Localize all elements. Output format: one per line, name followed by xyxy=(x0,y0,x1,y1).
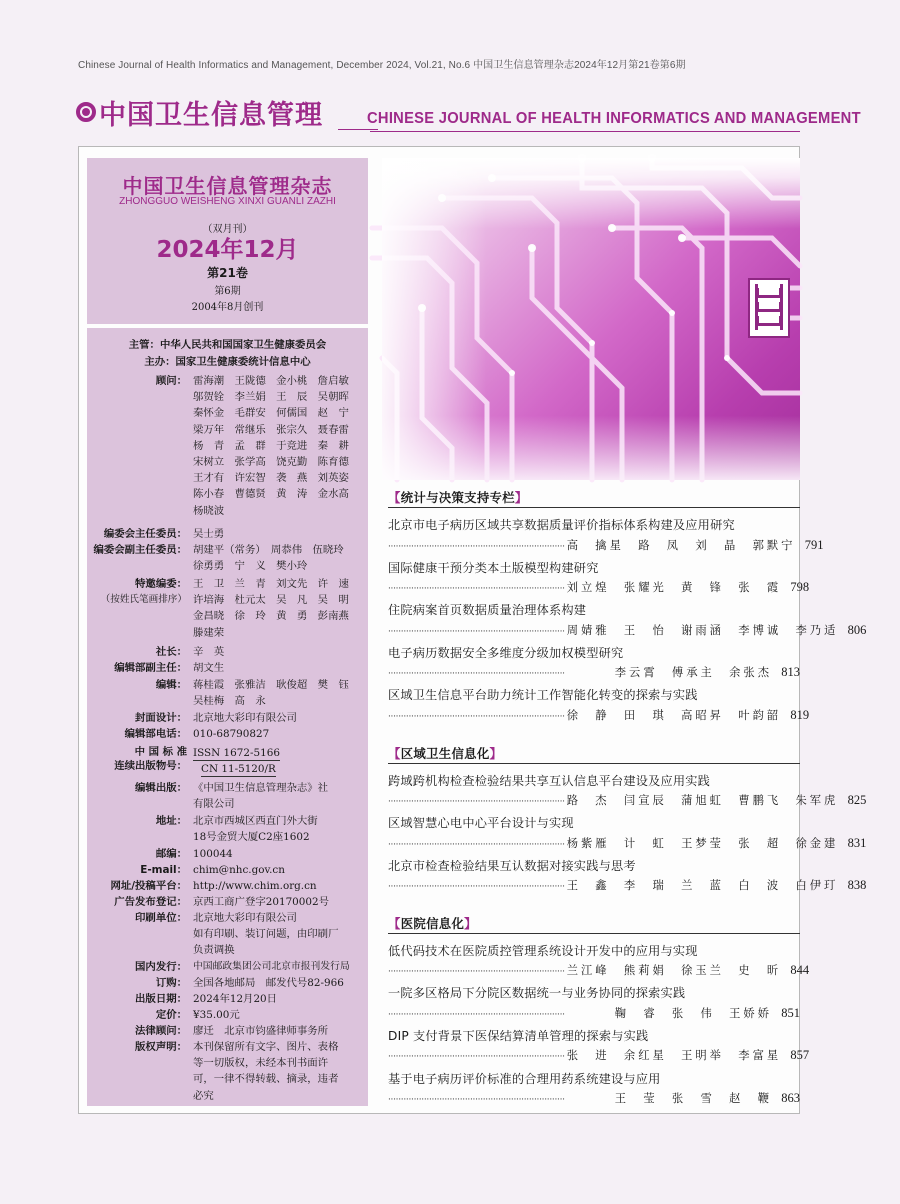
publisher-line: 有限公司 xyxy=(193,798,235,811)
director-label: 社长： xyxy=(155,646,187,658)
article-byline xyxy=(388,793,867,808)
invited-line: 许培海 杜元太 吴 凡 吴 明 xyxy=(193,594,349,607)
copyright-line: 等一切版权，未经本刊书面许 xyxy=(193,1057,329,1070)
advisor-line: 雷海潮 王陇德 金小桃 詹启敏 xyxy=(193,375,349,387)
advisor-line: 邬贺铨 李兰娟 王 辰 吴朝晖 xyxy=(193,391,349,404)
serial-values xyxy=(187,745,365,777)
advisor-line: 杨晓波 xyxy=(193,504,225,517)
journal-logo-icon xyxy=(76,102,96,122)
cover-row xyxy=(87,710,368,726)
leader-dots: ····································································· xyxy=(388,1095,565,1105)
cover-label: 封面设计： xyxy=(135,712,187,724)
article-title[interactable]: 区域卫生信息平台助力统计工作智能化转变的探索与实践 xyxy=(388,688,698,702)
hero-side-fade xyxy=(382,158,800,480)
legal-value: 廖迁 北京市钧盛律师事务所 xyxy=(193,1025,329,1037)
advisor-line: 梁万年 常继乐 张宗久 聂春雷 xyxy=(193,423,349,436)
publisher-value xyxy=(187,780,365,812)
bracket-open-glyph: 【 xyxy=(388,490,401,505)
invited-row xyxy=(87,576,368,641)
chief-label: 编委会主任委员： xyxy=(103,528,187,540)
masthead-date: 2024年12月 xyxy=(156,237,299,263)
section-title: 医院信息化 xyxy=(400,916,465,931)
bracket-close-glyph: 】 xyxy=(464,916,477,931)
bracket-open-glyph: 【 xyxy=(388,916,401,931)
leader-dots: ····································································· xyxy=(388,882,565,892)
article-page[interactable]: 838 xyxy=(847,878,867,892)
colophon-organizer: 主办：国家卫生健康委统计信息中心 xyxy=(144,356,311,368)
invited-note: （按姓氏笔画排序） xyxy=(100,594,187,606)
copyright-line: 必究 xyxy=(193,1089,214,1102)
order-label: 订购： xyxy=(155,977,187,989)
price-value: ¥35.00元 xyxy=(193,1009,240,1021)
email-value: chim@nhc.gov.cn xyxy=(193,864,285,876)
zip-value: 100044 xyxy=(193,848,233,860)
publisher-line: 《中国卫生信息管理杂志》社 xyxy=(193,782,329,794)
address-line: 北京市西城区西直门外大街 xyxy=(193,815,318,827)
chief-name: 吴士勇 xyxy=(193,528,225,540)
section-title: 统计与决策支持专栏 xyxy=(400,490,515,505)
leader-dots: ····································································· xyxy=(388,967,565,977)
vice-line: 胡建平（常务） 周恭伟 伍晓玲 xyxy=(193,544,344,556)
web-row xyxy=(87,878,368,894)
article-authors: 鞠 睿 张 伟 王娇娇 xyxy=(614,1007,772,1020)
address-row xyxy=(87,813,368,845)
deputy-row xyxy=(87,660,368,676)
print-row xyxy=(87,910,368,959)
article-authors: 王 莹 张 雪 赵 鞭 xyxy=(614,1092,772,1105)
toc-section-heading xyxy=(388,744,800,764)
article-byline xyxy=(388,1048,810,1063)
legal-label: 法律顾问： xyxy=(135,1025,187,1037)
publisher-row xyxy=(87,780,368,812)
masthead-issue: 第6期 xyxy=(214,286,241,297)
masthead-panel xyxy=(87,158,368,324)
leader-dots: ····································································· xyxy=(388,797,565,807)
invited-list xyxy=(187,576,365,641)
phone-row xyxy=(87,726,368,742)
address-line: 18号金贸大厦C2座1602 xyxy=(193,831,310,844)
article-page[interactable]: 806 xyxy=(847,623,867,637)
article-byline xyxy=(388,963,810,978)
article-title[interactable]: 国际健康干预分类本土版模型构建研究 xyxy=(388,561,599,575)
article-authors: 高 擒星 路 凤 刘 晶 郭默宁 xyxy=(566,539,796,552)
vice-list xyxy=(187,542,365,574)
article-title[interactable]: 一院多区格局下分院区数据统一与业务协同的探索实践 xyxy=(388,986,686,1000)
vice-line: 徐勇勇 宁 义 樊小玲 xyxy=(193,560,308,573)
pubdate-value: 2024年12月20日 xyxy=(193,993,278,1005)
article-title[interactable]: 基于电子病历评价标准的合理用药系统建设与应用 xyxy=(388,1072,661,1086)
address-label: 地址： xyxy=(155,815,187,827)
contents-icon xyxy=(748,278,790,338)
email-row xyxy=(87,862,368,878)
print-line: 北京地大彩印有限公司 xyxy=(193,912,297,924)
masthead-title: 中国卫生信息管理杂志 xyxy=(122,174,333,198)
leader-dots: ····································································· xyxy=(388,669,565,679)
invited-line: 金昌晓 徐 玲 黄 勇 彭南燕 xyxy=(193,610,349,623)
toc-section-heading xyxy=(388,914,800,934)
print-label: 印刷单位： xyxy=(135,912,187,924)
publisher-label: 编辑出版： xyxy=(135,782,187,794)
deputy-name: 胡文生 xyxy=(193,662,225,674)
serial-label-line1: 中 国 标 准 xyxy=(134,746,187,758)
advisors-label: 顾问： xyxy=(155,375,187,387)
serial-row xyxy=(87,745,368,777)
article-byline xyxy=(388,580,810,595)
masthead-volume: 第21卷 xyxy=(207,266,248,280)
advisor-line: 秦怀金 毛群安 何儒国 赵 宁 xyxy=(193,407,349,420)
journal-brand xyxy=(76,94,323,130)
director-row xyxy=(87,644,368,660)
director-name: 辛 英 xyxy=(193,646,225,658)
print-line: 负责调换 xyxy=(193,944,235,957)
leader-dots: ····································································· xyxy=(388,627,565,637)
colophon-sponsor: 主管：中华人民共和国国家卫生健康委员会 xyxy=(128,339,327,351)
article-authors: 王 鑫 李 瑞 兰 蓝 白 波 白伊玎 xyxy=(566,879,839,892)
serial-label-line2: 连续出版物号： xyxy=(114,760,187,772)
ad-label: 广告发布登记： xyxy=(114,896,187,908)
article-page[interactable]: 791 xyxy=(804,538,824,552)
pubdate-row xyxy=(87,991,368,1007)
ad-row xyxy=(87,894,368,910)
colophon-panel xyxy=(87,328,368,1106)
masthead-founded: 2004年8月创刊 xyxy=(191,302,264,313)
dist-value: 中国邮政集团公司北京市报刊发行局 xyxy=(193,961,350,972)
deputy-label: 编辑部副主任： xyxy=(114,662,187,674)
chief-row xyxy=(87,526,368,542)
advisor-line: 杨 青 孟 群 于竞进 秦 耕 xyxy=(193,439,349,452)
print-line: 如有印刷、装订问题，由印刷厂 xyxy=(193,928,339,941)
masthead-pinyin: ZHONGGUO WEISHENG XINXI GUANLI ZAZHI xyxy=(119,196,336,207)
vice-row xyxy=(87,542,368,574)
article-authors: 李云霄 傅承主 余张杰 xyxy=(614,666,772,679)
legal-row xyxy=(87,1023,368,1039)
editors-row xyxy=(87,677,368,709)
article-title[interactable]: 电子病历数据安全多维度分级加权模型研究 xyxy=(388,646,624,660)
copyright-value xyxy=(187,1039,365,1104)
copyright-line: 本刊保留所有文字、图片、表格 xyxy=(193,1041,339,1053)
article-authors: 刘立煌 张耀光 黄 锋 张 霞 xyxy=(566,581,782,594)
article-page[interactable]: 857 xyxy=(790,1048,810,1062)
invited-line: 滕建荣 xyxy=(193,626,225,639)
leader-dots: ····································································· xyxy=(388,712,565,722)
advisors-list xyxy=(187,373,365,519)
article-page[interactable]: 863 xyxy=(781,1091,800,1105)
email-label: E-mail： xyxy=(140,864,187,876)
invited-label-block xyxy=(87,576,187,641)
masthead-frequency: （双月刊） xyxy=(202,224,253,235)
article-byline xyxy=(388,878,867,893)
leader-dots: ····································································· xyxy=(388,542,565,552)
circuit-board-illustration xyxy=(382,158,800,480)
article-title[interactable]: 跨域跨机构检查检验结果共享互认信息平台建设及应用实践 xyxy=(388,774,711,788)
price-label: 定价： xyxy=(155,1009,187,1021)
advisor-line: 宋树立 张学高 饶克勤 陈育德 xyxy=(193,456,349,469)
leader-dots: ····································································· xyxy=(388,1052,565,1062)
copyright-label: 版权声明： xyxy=(135,1041,187,1053)
dist-row xyxy=(87,959,368,975)
editors-list xyxy=(187,677,365,709)
article-byline xyxy=(388,665,800,680)
toc-section-heading xyxy=(388,488,800,508)
leader-dots: ····································································· xyxy=(388,1010,565,1020)
dist-label: 国内发行： xyxy=(135,961,187,973)
article-byline xyxy=(388,1091,800,1106)
article-page[interactable]: 798 xyxy=(790,580,810,594)
article-page[interactable]: 851 xyxy=(781,1006,800,1020)
copyright-row xyxy=(87,1039,368,1104)
phone-label: 编辑部电话： xyxy=(124,728,187,740)
advisors-row xyxy=(87,373,368,519)
order-value: 全国各地邮局 邮发代号82-966 xyxy=(193,977,344,989)
running-header: Chinese Journal of Health Informatics and Management, December 2024, Vol.21, No.6 中国卫生信息管理杂志2024年12月第21卷第6期 xyxy=(78,60,686,71)
article-title[interactable]: 区域智慧心电中心平台设计与实现 xyxy=(388,816,574,830)
advisor-line: 王才有 许宏智 袭 燕 刘英姿 xyxy=(193,472,349,485)
advisor-line: 陈小春 曹德贤 黄 涛 金水高 xyxy=(193,488,349,501)
article-byline xyxy=(388,836,867,851)
phone-value: 010-68790827 xyxy=(193,728,270,740)
address-value xyxy=(187,813,365,845)
pubdate-label: 出版日期： xyxy=(135,993,187,1005)
article-page[interactable]: 813 xyxy=(781,665,800,679)
article-page[interactable]: 831 xyxy=(847,836,867,850)
serial-label-block xyxy=(87,745,187,777)
section-title: 区域卫生信息化 xyxy=(400,746,490,761)
editor-line: 吴桂梅 高 永 xyxy=(193,695,266,708)
editor-line: 蒋桂霞 张雅洁 耿俊超 樊 钰 xyxy=(193,679,349,691)
article-authors: 周婧雅 王 怡 谢雨涵 李博诚 李乃适 xyxy=(566,624,839,637)
article-title[interactable]: 低代码技术在医院质控管理系统设计开发中的应用与实现 xyxy=(388,944,698,958)
copyright-line: 可，一律不得转载、摘录，违者 xyxy=(193,1073,339,1086)
article-title[interactable]: 北京市电子病历区域共享数据质量评价指标体系构建及应用研究 xyxy=(388,518,735,532)
article-authors: 张 进 余红星 王明举 李富星 xyxy=(566,1049,782,1062)
zip-row xyxy=(87,846,368,862)
article-byline xyxy=(388,708,810,723)
article-authors: 兰江峰 熊莉娟 徐玉兰 史 昕 xyxy=(566,964,782,977)
print-value xyxy=(187,910,365,959)
bracket-close-glyph: 】 xyxy=(514,490,528,505)
header-rule xyxy=(370,131,800,132)
leader-dots: ····································································· xyxy=(388,840,565,850)
leader-dots: ····································································· xyxy=(388,584,565,594)
web-value: http://www.chim.org.cn xyxy=(193,880,317,892)
bracket-open-glyph: 【 xyxy=(388,746,401,761)
article-byline xyxy=(388,1006,800,1021)
article-title[interactable]: DIP 支付背景下医保结算清单管理的探索与实践 xyxy=(388,1029,649,1043)
article-byline xyxy=(388,623,867,638)
editors-label: 编辑： xyxy=(155,679,187,691)
web-label: 网址/投稿平台： xyxy=(110,880,187,892)
article-page[interactable]: 844 xyxy=(790,963,810,977)
brand-title-cn: 中国卫生信息管理 xyxy=(99,99,323,131)
article-authors: 徐 静 田 琪 高昭昇 叶韵韶 xyxy=(566,709,782,722)
brand-title-en: CHINESE JOURNAL OF HEALTH INFORMATICS AND MANAGEMENT xyxy=(367,110,861,127)
article-authors: 路 杰 闫宣辰 蒲旭虹 曹鹏飞 朱军虎 xyxy=(566,794,839,807)
invited-label: 特邀编委： xyxy=(135,578,187,590)
article-page[interactable]: 825 xyxy=(847,793,867,807)
vice-label: 编委会副主任委员： xyxy=(93,544,187,556)
cover-value: 北京地大彩印有限公司 xyxy=(193,712,297,724)
bracket-close-glyph: 】 xyxy=(489,746,503,761)
article-page[interactable]: 819 xyxy=(790,708,810,722)
price-row xyxy=(87,1007,368,1023)
order-row xyxy=(87,975,368,991)
zip-label: 邮编： xyxy=(155,848,187,860)
article-title[interactable]: 住院病案首页数据质量治理体系构建 xyxy=(388,603,587,617)
ad-value: 京西工商广登字20170002号 xyxy=(193,896,330,908)
issn-value: ISSN 1672-5166 xyxy=(193,747,280,759)
article-authors: 杨紫雁 计 虹 王梦莹 张 超 徐金建 xyxy=(566,837,839,850)
article-title[interactable]: 北京市检查检验结果互认数据对接实践与思考 xyxy=(388,859,636,873)
article-byline xyxy=(388,538,824,553)
invited-line: 王 卫 兰 青 刘文先 许 速 xyxy=(193,578,349,590)
cn-value: CN 11-5120/R xyxy=(201,763,276,776)
